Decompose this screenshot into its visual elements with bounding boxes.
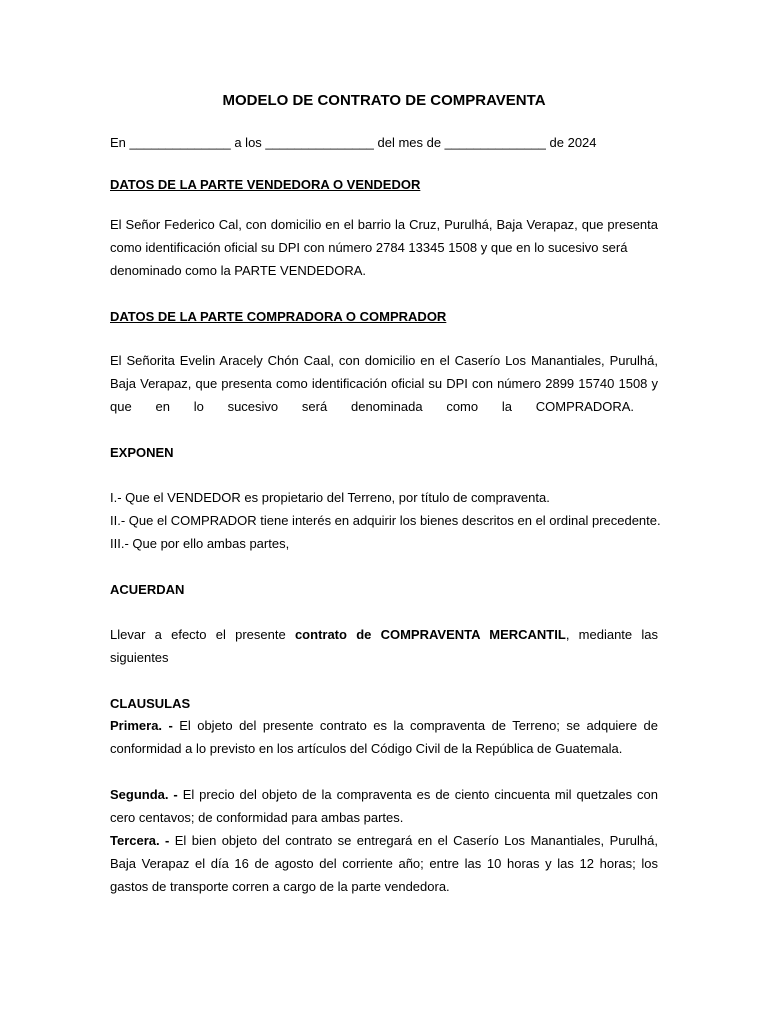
exponen-item-3: III.- Que por ello ambas partes, [110, 536, 290, 551]
clausula-segunda-line-2: cero centavos; de conformidad para ambas partes. [110, 810, 404, 825]
clausula-tercera-line-2: Baja Verapaz el día 16 de agosto del corriente año; entre las 10 horas y las 12 horas; los [110, 856, 658, 871]
acuerdan-line-1 [110, 623, 658, 646]
clausula-segunda-label: Segunda. - [110, 787, 178, 802]
clausula-primera-line-2: conformidad a lo previsto en los artículos del Código Civil de la República de Guatemala. [110, 741, 623, 756]
date-line: En ______________ a los _______________ del mes de ______________ de 2024 [110, 135, 597, 150]
clausula-segunda-text-1: El precio del objeto de la compraventa es de ciento cincuenta mil quetzales con [177, 787, 658, 802]
buyer-line-1: El Señorita Evelin Aracely Chón Caal, con domicilio en el Caserío Los Manantiales, Purulhá, [110, 353, 658, 368]
exponen-item-2: II.- Que el COMPRADOR tiene interés en adquirir los bienes descritos en el ordinal precedente. [110, 513, 661, 528]
exponen-heading: EXPONEN [110, 445, 174, 460]
clausula-primera-text-1: El objeto del presente contrato es la compraventa de Terreno; se adquiere de [172, 718, 658, 733]
clausula-primera-line-1 [110, 714, 658, 737]
seller-line-3: denominado como la PARTE VENDEDORA. [110, 263, 367, 278]
clausula-primera-label: Primera. - [110, 718, 173, 733]
clausulas-heading: CLAUSULAS [110, 696, 191, 711]
clausula-tercera-label: Tercera. - [110, 833, 170, 848]
seller-heading: DATOS DE LA PARTE VENDEDORA O VENDEDOR [110, 177, 421, 192]
document-title: MODELO DE CONTRATO DE COMPRAVENTA [222, 92, 546, 109]
acuerdan-text-post: , mediante las [565, 627, 658, 642]
buyer-heading: DATOS DE LA PARTE COMPRADORA O COMPRADOR [110, 309, 447, 324]
clausula-tercera-line-3: gastos de transporte corren a cargo de la parte vendedora. [110, 879, 450, 894]
clausula-segunda-line-1 [110, 783, 658, 806]
exponen-item-1: I.- Que el VENDEDOR es propietario del Terreno, por título de compraventa. [110, 490, 550, 505]
seller-line-1: El Señor Federico Cal, con domicilio en el barrio la Cruz, Purulhá, Baja Verapaz, que presenta [110, 217, 658, 232]
buyer-line-3: que en lo sucesivo será denominada como la COMPRADORA. [110, 399, 634, 414]
buyer-line-2: Baja Verapaz, que presenta como identificación oficial su DPI con número 2899 15740 1508 y [110, 376, 658, 391]
acuerdan-line-2: siguientes [110, 650, 169, 665]
acuerdan-text-pre: Llevar a efecto el presente [110, 627, 295, 642]
seller-line-2: como identificación oficial su DPI con número 2784 13345 1508 y que en lo sucesivo será [110, 240, 628, 255]
clausula-tercera-text-1: El bien objeto del contrato se entregará en el Caserío Los Manantiales, Purulhá, [169, 833, 658, 848]
clausula-tercera-line-1 [110, 829, 658, 852]
acuerdan-contract-type: contrato de COMPRAVENTA MERCANTIL [294, 627, 566, 642]
acuerdan-heading: ACUERDAN [110, 582, 185, 597]
